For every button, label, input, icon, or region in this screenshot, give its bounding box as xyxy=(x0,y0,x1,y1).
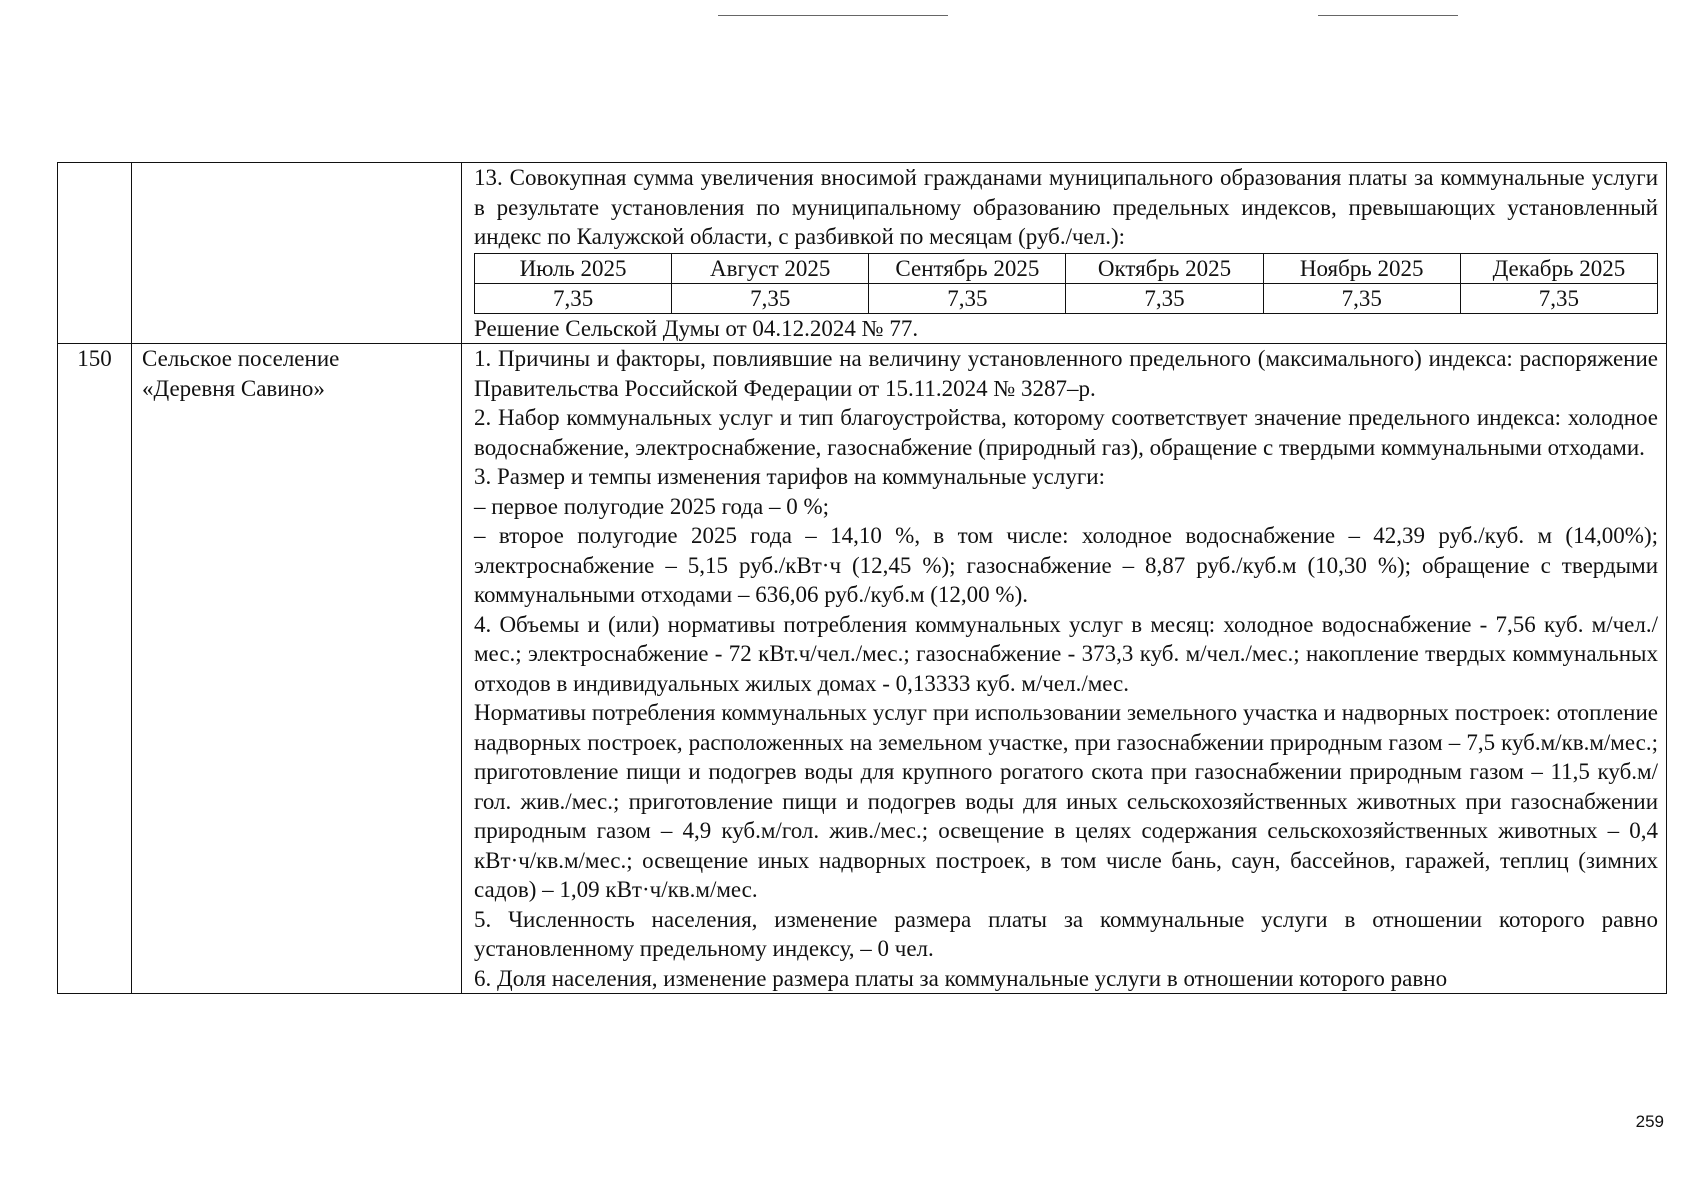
monthly-increase-table xyxy=(474,253,1658,314)
content-cell-150 xyxy=(462,344,1667,994)
value-cell: 7,35 xyxy=(1263,283,1460,313)
header-rule-left xyxy=(718,15,948,16)
value-cell: 7,35 xyxy=(1460,283,1657,313)
value-cell: 7,35 xyxy=(869,283,1066,313)
month-cell: Октябрь 2025 xyxy=(1066,253,1263,283)
item-5-text: 5. Численность населения, изменение размера платы за коммунальные услуги в отношении которого равно установленному предельному индексу, – 0 чел. xyxy=(474,906,1658,961)
table-row-150 xyxy=(58,344,1667,994)
item-3-text: 3. Размер и темпы изменения тарифов на коммунальные услуги: xyxy=(474,464,1105,489)
month-cell: Сентябрь 2025 xyxy=(869,253,1066,283)
item-1-text: 1. Причины и факторы, повлиявшие на величину установленного предельного (максимального) индекса: распоряжение Правительства Российской Федерации от 15.11.2024 № 3287–р. xyxy=(474,346,1658,401)
decision-text: Решение Сельской Думы от 04.12.2024 № 77. xyxy=(474,315,919,341)
consumption-norms-text: Нормативы потребления коммунальных услуг при использовании земельного участка и надворных построек: отопление надворных построек, расположенных на земельном участке, при газоснабжении природным газом – 7,5 куб.м/кв.м/мес.; приготовление пищи и подогрев воды для крупного рогатого скота при газоснабжении природным газом – 11,5 куб.м/гол. жив./мес.; приготовление пищи и подогрев воды для иных сельскохозяйственных животных при газоснабжении природным газом – 4,9 куб.м/гол. жив./мес.; освещение в целях содержания сельскохозяйственных животных – 0,4 кВт·ч/кв.м/мес.; освещение иных надворных построек, в том числе бань, саун, бассейнов, гаражей, теплиц (зимних садов) – 1,09 кВт·ч/кв.м/мес. xyxy=(474,700,1658,902)
settlement-name-line1: Сельское поселение xyxy=(142,346,340,371)
row-number-cell xyxy=(58,163,132,344)
item-4-text: 4. Объемы и (или) нормативы потребления коммунальных услуг в месяц: холодное водоснабжение - 7,56 куб. м/чел./мес.; электроснабжение - 72 кВт.ч/чел./мес.; газоснабжение - 373,3 куб. м/чел./мес.; накопление твердых коммунальных отходов в индивидуальных жилых домах - 0,13333 куб. м/чел./мес. xyxy=(474,611,1658,696)
item-6-text: 6. Доля населения, изменение размера платы за коммунальные услуги в отношении которого равно xyxy=(474,965,1448,991)
document-table xyxy=(57,162,1667,994)
month-cell: Июль 2025 xyxy=(475,253,672,283)
month-cell: Август 2025 xyxy=(672,253,869,283)
table-row-continued xyxy=(58,163,1667,344)
value-cell: 7,35 xyxy=(475,283,672,313)
month-cell: Декабрь 2025 xyxy=(1460,253,1657,283)
content-cell xyxy=(462,163,1667,344)
item-2-text: 2. Набор коммунальных услуг и тип благоустройства, которому соответствует значение предельного индекса: холодное водоснабжение, электроснабжение, газоснабжение (природный газ), обращение с твердыми коммунальными отходами. xyxy=(474,405,1658,460)
item-13-text: 13. Совокупная сумма увеличения вносимой гражданами муниципального образования платы за коммунальные услуги в результате установления по муниципальному образованию предельных индексов, превышающих установленный индекс по Калужской области, с разбивкой по месяцам (руб./чел.): xyxy=(474,165,1658,249)
settlement-name-line2: «Деревня Савино» xyxy=(142,375,325,401)
row-number: 150 xyxy=(58,344,132,994)
value-cell: 7,35 xyxy=(1066,283,1263,313)
header-rule-right xyxy=(1318,15,1458,16)
settlement-name-cell xyxy=(132,344,462,994)
item-3-second-half: – второе полугодие 2025 года – 14,10 %, в том числе: холодное водоснабжение – 42,39 руб./куб. м (14,00%); электроснабжение – 5,15 руб./кВт·ч (12,45 %); газоснабжение – 8,87 руб./куб.м (10,30 %); обращение с твердыми коммунальными отходами – 636,06 руб./куб.м (12,00 %). xyxy=(474,523,1658,607)
item-3-first-half: – первое полугодие 2025 года – 0 %; xyxy=(474,493,830,519)
month-cell: Ноябрь 2025 xyxy=(1263,253,1460,283)
months-row xyxy=(475,253,1658,283)
values-row xyxy=(475,283,1658,313)
value-cell: 7,35 xyxy=(672,283,869,313)
settlement-cell xyxy=(132,163,462,344)
page-number: 259 xyxy=(1635,1112,1664,1131)
